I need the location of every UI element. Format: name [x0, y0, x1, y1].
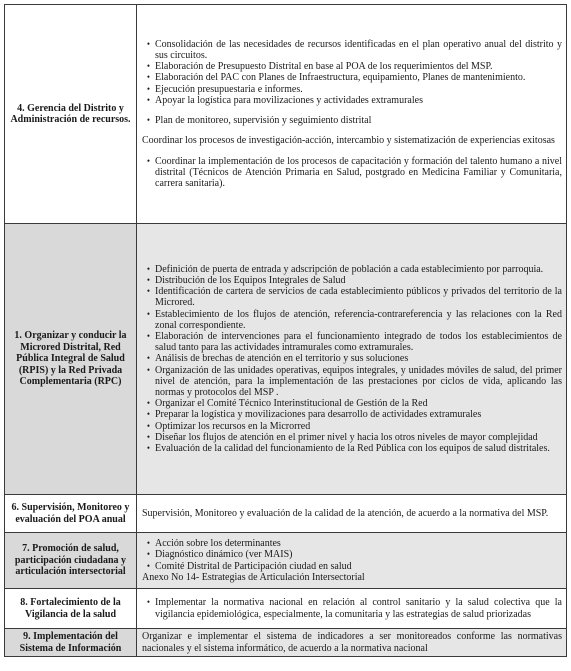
table-row — [5, 495, 567, 533]
bullet-icon: • — [146, 597, 151, 608]
bullet-icon: • — [146, 364, 151, 375]
list-item: • Acción sobre los determinantes — [142, 538, 562, 549]
paragraph: Supervisión, Monitoreo y evaluación de la calidad de la atención, de acuerdo a la normativa del MSP. — [142, 507, 549, 519]
bullet-icon: • — [146, 330, 151, 341]
list-item: • Diseñar los flujos de atención en el primer nivel y hacia los otros niveles de mayor complejidad — [142, 432, 562, 443]
table-row — [5, 589, 567, 629]
row-label: 7. Promoción de salud, participación ciudadana y articulación intersectorial — [5, 533, 137, 589]
list-item: • Diagnóstico dinámico (ver MAIS) — [142, 549, 562, 560]
list-item: • Organizar el Comité Técnico Interinstitucional de Gestión de la Red — [142, 398, 562, 409]
paragraph: Anexo No 14- Estrategias de Articulación Intersectorial — [142, 571, 365, 583]
bullet-icon: • — [146, 431, 151, 442]
list-item: • Coordinar la implementación de los procesos de capacitación y formación del talento humano a nivel distrital (Técnicos de Atención Primaria en Salud, postgrado en Medicina Familiar y Comunitaria, carrera sanitaria). — [142, 156, 562, 190]
bullet-icon: • — [146, 155, 151, 166]
bullet-icon: • — [146, 61, 151, 72]
bullet-icon: • — [146, 560, 151, 571]
bullet-icon: • — [146, 420, 151, 431]
list-item: • Plan de monitoreo, supervisión y seguimiento distrital — [142, 115, 562, 126]
row-content — [137, 629, 567, 657]
bullet-icon: • — [146, 353, 151, 364]
list-item: • Evaluación de la calidad del funcionamiento de la Red Pública con los equipos de salud distritales. — [142, 443, 562, 454]
bullet-icon: • — [146, 38, 151, 49]
list-item: • Organización de las unidades operativas, equipos integrales, y unidades móviles de salud, del primer nivel de atención, para la implementación de las prestaciones por ciclos de vida, aplicando las normas y protocolos del MSP . — [142, 365, 562, 399]
row-label: 1. Organizar y conducir la Microred Distrital, Red Pública Integral de Salud (RPIS) y la Red Privada Complementaria (RPC) — [5, 224, 137, 495]
bullet-icon: • — [146, 443, 151, 454]
row-label: 4. Gerencia del Distrito y Administración de recursos. — [5, 5, 137, 224]
list-item: • Elaboración del PAC con Planes de Infraestructura, equipamiento, Planes de mantenimiento. — [142, 72, 562, 83]
bullet-icon: • — [146, 549, 151, 560]
bullet-icon: • — [146, 94, 151, 105]
table-row — [5, 224, 567, 495]
row-label: 6. Supervisión, Monitoreo y evaluación del POA anual — [5, 495, 137, 533]
functions-table — [4, 4, 567, 657]
row-content — [137, 589, 567, 629]
bullet-icon: • — [146, 538, 151, 549]
list-item: • Apoyar la logística para movilizaciones y actividades extramurales — [142, 95, 562, 106]
list-item: • Identificación de cartera de servicios de cada establecimiento públicos y privados del territorio de la Microred. — [142, 286, 562, 308]
list-item: • Optimizar los recursos en la Microrred — [142, 421, 562, 432]
row-content — [137, 5, 567, 224]
bullet-icon: • — [146, 72, 151, 83]
row-label: 9. Implementación del Sistema de Información — [5, 629, 137, 657]
list-item: • Elaboración de intervenciones para el funcionamiento integrado de todos los establecimientos de salud tanto para las actividades intramurales como extramurales. — [142, 331, 562, 353]
bullet-icon: • — [146, 308, 151, 319]
row-label: 8. Fortalecimiento de la Vigilancia de la salud — [5, 589, 137, 629]
bullet-icon: • — [146, 274, 151, 285]
list-item: • Distribución de los Equipos Integrales de Salud — [142, 275, 562, 286]
list-item: • Establecimiento de los flujos de atención, referencia-contrareferencia y las relaciones con la Red zonal correspondiente. — [142, 309, 562, 331]
list-item: • Análisis de brechas de atención en el territorio y sus soluciones — [142, 353, 562, 364]
paragraph: Coordinar los procesos de investigación-acción, intercambio y sistematización de experiencias exitosas — [142, 135, 555, 147]
list-item: • Implementar la normativa nacional en relación al control sanitario y la salud colectiva que la vigilancia epidemiológica, especialmente, la comunitaria y las estrategias de salud priorizadas — [142, 597, 562, 619]
bullet-icon: • — [146, 409, 151, 420]
bullet-icon: • — [146, 115, 151, 126]
list-item: • Elaboración de Presupuesto Distrital en base al POA de los requerimientos del MSP. — [142, 61, 562, 72]
paragraph: Organizar e implementar el sistema de indicadores a ser monitoreados conforme las normativas nacionales y el sistema informático, de acuerdo a la normativa nacional — [142, 631, 562, 654]
list-item: • Comité Distrital de Participación ciudad en salud — [142, 561, 562, 572]
table-row — [5, 629, 567, 657]
table-row — [5, 533, 567, 589]
row-content — [137, 533, 567, 589]
bullet-icon: • — [146, 398, 151, 409]
row-content — [137, 495, 567, 533]
list-item: • Ejecución presupuestaria e informes. — [142, 84, 562, 95]
row-content — [137, 224, 567, 495]
list-item: • Consolidación de las necesidades de recursos identificadas en el plan operativo anual del distrito y sus circuitos. — [142, 39, 562, 61]
bullet-icon: • — [146, 263, 151, 274]
table-row — [5, 5, 567, 224]
bullet-icon: • — [146, 83, 151, 94]
list-item: • Definición de puerta de entrada y adscripción de población a cada establecimiento por parroquia. — [142, 264, 562, 275]
list-item: • Preparar la logística y movilizaciones para desarrollo de actividades extramurales — [142, 409, 562, 420]
bullet-icon: • — [146, 286, 151, 297]
